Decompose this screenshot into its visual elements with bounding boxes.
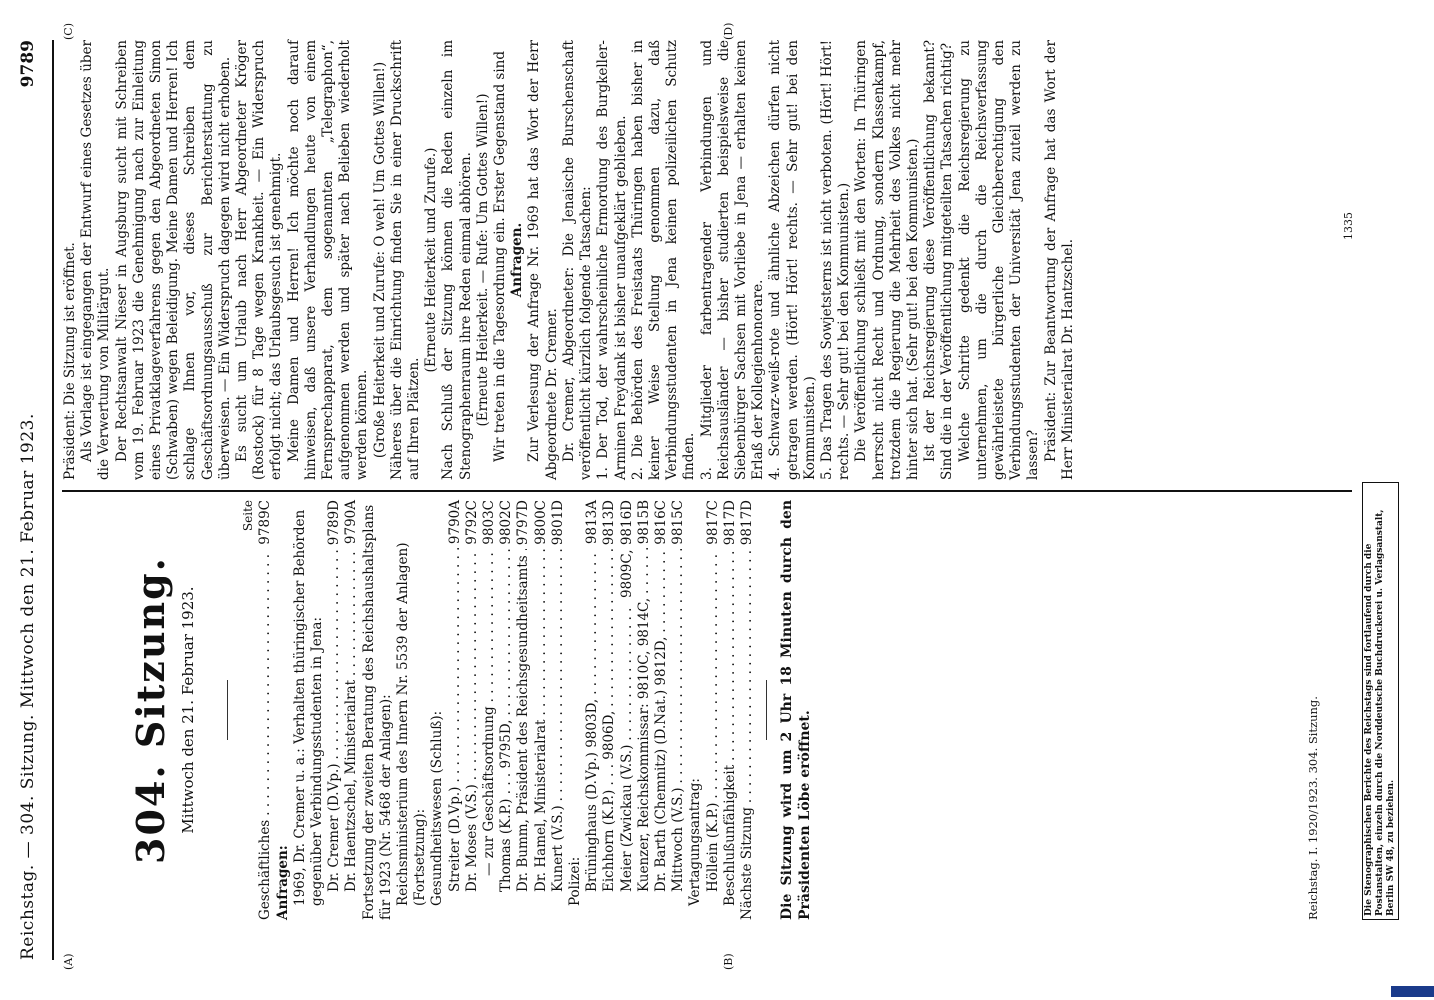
toc-leader xyxy=(601,549,618,707)
toc-entry xyxy=(670,500,687,920)
toc-entry xyxy=(343,500,360,920)
toc-entry xyxy=(429,500,446,920)
toc-entry-text: Dr. Cremer (D.Vp.) xyxy=(326,763,343,892)
session-title: 304. Sitzung. xyxy=(128,556,173,864)
toc-leader xyxy=(464,549,481,781)
opening-statement: Die Sitzung wird um 2 Uhr 18 Minuten durch den Präsidenten Löbe eröffnet. xyxy=(779,500,813,920)
toc-entry-text: Dr. Barth (Chemnitz) (D.Nat.) 9812D, xyxy=(653,636,670,892)
body-paragraph: Dr. Cremer, Abgeordneter: Die Jenaische Burschenschaft veröffentlicht kürzlich folgende Tatsachen: xyxy=(560,40,595,480)
toc-entry-text: Fortsetzung der zweiten Beratung des Reichshaushaltsplans für 1923 (Nr. 5468 der Anlagen): xyxy=(360,504,394,920)
toc-page: 9817D xyxy=(739,500,756,546)
toc-page: 9813D xyxy=(601,500,618,546)
toc-leader xyxy=(722,549,739,761)
body-paragraph: 5. Das Tragen des Sowjetsterns ist nicht verboten. (Hört! Hört! rechts. — Sehr gut! bei den Kommunisten.) xyxy=(818,40,853,480)
toc-entry-text: Dr. Haentzschel, Ministerialrat xyxy=(343,679,360,892)
session-date: Mittwoch den 21. Februar 1923. xyxy=(179,586,197,834)
toc-leader xyxy=(533,549,550,716)
toc-page: 9789D xyxy=(326,500,343,546)
toc-entry xyxy=(361,500,395,920)
toc-entry-text: Eichhorn (K.P.) . . . 9806D, xyxy=(601,710,618,892)
toc-leader xyxy=(343,548,360,676)
margin-mark-d: (D) xyxy=(722,22,735,40)
toc-page: 9817D xyxy=(721,500,738,546)
toc-entry xyxy=(481,500,498,920)
toc-entry xyxy=(533,500,550,920)
toc-entry-text: Dr. Hamel, Ministerialrat xyxy=(532,719,549,892)
left-column xyxy=(62,500,814,920)
toc-leader xyxy=(481,549,498,703)
toc-page: 9790A xyxy=(446,500,463,545)
toc-entry-text: Anfragen: xyxy=(274,845,291,920)
toc-leader xyxy=(653,549,670,633)
seite-label: Seite xyxy=(241,500,256,532)
toc-entry xyxy=(619,500,636,920)
margin-mark-c: (C) xyxy=(62,23,75,40)
toc-rule xyxy=(766,680,767,740)
toc-entry xyxy=(653,500,670,920)
toc-entry xyxy=(447,500,464,920)
body-paragraph: Welche Schritte gedenkt die Reichsregierung zu unternehmen, um die durch die Reichsverfassung gewährleistete bürgerliche Gleichberechtigung den Verbindungsstudenten der Universität Jena zuteil werden zu lassen? xyxy=(956,40,1042,480)
toc-entry xyxy=(257,500,274,920)
toc-entry-text: 1969, Dr. Cremer u. a.: Verhalten thüringischer Behörden gegenüber Verbindungsstudenten in Jena: xyxy=(291,509,326,906)
body-paragraph: Zur Verlesung der Anfrage Nr. 1969 hat das Wort der Herr Abgeordnete Dr. Cremer. xyxy=(526,40,560,480)
body-paragraph: Präsident: Die Sitzung ist eröffnet. xyxy=(62,242,78,480)
toc-entry xyxy=(601,500,618,920)
toc-leader xyxy=(447,548,464,782)
toc-entry xyxy=(275,500,292,920)
toc-entry-text: Höllein (K.P.) xyxy=(704,802,721,892)
toc-entry xyxy=(326,500,343,920)
body-paragraph: Ist der Reichsregierung diese Veröffentlichung bekannt? Sind die in der Veröffentlichung mitgeteilten Tatsachen richtig? xyxy=(922,40,956,480)
body-paragraph: 4. Schwarz-weiß-rote und ähnliche Abzeichen dürfen nicht getragen werden. (Hört! Hört! rechts. — Sehr gut! bei den Kommunisten.) xyxy=(767,40,818,480)
bottom-page-number: 1335 xyxy=(1342,212,1355,240)
toc-entry-text: Beschlußunfähigkeit xyxy=(721,764,738,906)
toc-leader xyxy=(619,602,636,741)
right-column xyxy=(62,40,1077,480)
margin-mark-a: (A) xyxy=(62,953,75,970)
toc-entry xyxy=(567,500,584,920)
toc-entry-text: — zur Geschäftsordnung xyxy=(481,706,498,876)
toc-leader xyxy=(705,549,722,799)
body-paragraph: Näheres über die Einrichtung finden Sie in einer Druckschrift auf Ihren Plätzen. xyxy=(388,40,423,480)
dfg-logo xyxy=(1391,986,1434,997)
dfg-credit xyxy=(1404,0,1434,1000)
toc-leader xyxy=(326,549,343,759)
toc-entry-text: Mittwoch (V.S.) xyxy=(670,787,687,892)
toc-page: 9801D xyxy=(549,500,566,546)
toc-page: 9797D xyxy=(515,500,532,546)
toc-page: 9817C xyxy=(704,500,721,545)
column-divider xyxy=(62,490,1352,492)
distribution-note: Die Stenographischen Berichte des Reichstags sind fortlaufend durch die Postanstalten, einzeln durch die Norddeutsche Buchdruckerei u. Verlagsanstalt, Berlin SW 48, zu beziehen. xyxy=(1362,482,1399,920)
toc-entry xyxy=(705,500,722,920)
toc-entry-text: Geschäftliches xyxy=(257,819,274,920)
toc-entry-text: Kuenzer, Reichskommissar: 9810C, 9814C, xyxy=(635,597,652,892)
toc-leader xyxy=(584,548,601,695)
toc-entry-text: Gesundheitswesen (Schluß): xyxy=(429,710,446,906)
toc-leader xyxy=(636,548,653,594)
toc-entry-text: Meier (Zwickau (V.S.) xyxy=(618,744,635,892)
toc-entry-text: Brüninghaus (D.Vp.) 9803D, xyxy=(584,698,601,892)
body-paragraph: Anfragen. xyxy=(509,222,526,298)
body-paragraph: (Große Heiterkeit und Zurufe: O weh! Um Gottes Willen!) xyxy=(371,61,388,459)
toc-entry xyxy=(687,500,704,920)
body-paragraph: Als Vorlage ist eingegangen der Entwurf eines Gesetzes über die Verwertung von Militärgut. xyxy=(79,40,113,480)
toc-page: 9792C xyxy=(463,500,480,545)
page-number: 9789 xyxy=(18,40,38,88)
title-rule xyxy=(227,680,228,740)
toc-page: 9813A xyxy=(584,500,601,545)
toc-entry xyxy=(550,500,567,920)
toc-entry xyxy=(515,500,532,920)
toc-entry xyxy=(584,500,601,920)
toc-leader xyxy=(257,549,274,816)
body-paragraph: 3. Mitglieder farbentragender Verbindungen und Reichsausländer — bisher studierten beispielsweise die Siebenbürger Sachsen mit Vorliebe in Jena — erhalten keinen Erlaß der Kollegienhonorare. xyxy=(698,40,767,480)
body-paragraph: 2. Die Behörden des Freistaats Thüringen haben bisher in keiner Weise Stellung genommen dazu, daß Verbindungsstudenten in Jena keinen polizeilichen Schutz finden. xyxy=(629,40,698,480)
table-of-contents xyxy=(257,500,756,920)
toc-entry-text: Polizei: xyxy=(567,856,584,906)
body-paragraph: (Erneute Heiterkeit. — Rufe: Um Gottes Willen!) xyxy=(474,93,491,427)
body-paragraph: Nach Schluß der Sitzung können die Reden einzeln im Stenographenraum ihre Reden einmal abhören. xyxy=(440,40,474,480)
toc-page: 9815B xyxy=(635,500,652,545)
toc-entry xyxy=(636,500,653,920)
toc-leader xyxy=(670,549,687,784)
toc-entry-text: Thomas (K.P.) . . . 9795D, xyxy=(498,719,515,892)
body-paragraph: Meine Damen und Herren! Ich möchte noch darauf hinweisen, daß unsere Verhandlungen heute von einem Fernsprechapparat, dem sogenannten „Telegraphon“, aufgenommen werden und später nach Belieben wiederholt werden können. xyxy=(285,40,371,480)
toc-page: 9803C xyxy=(481,500,498,545)
body-paragraph: (Erneute Heiterkeit und Zurufe.) xyxy=(423,147,440,373)
toc-page: 9802C xyxy=(498,500,515,545)
header-left: Reichstag. — 304. Sitzung. Mittwoch den 21. Februar 1923. xyxy=(18,413,38,960)
toc-entry-text: Vertagungsantrag: xyxy=(687,778,704,906)
toc-page: 9815C xyxy=(670,500,687,545)
toc-entry-text: Dr. Moses (V.S.) xyxy=(463,784,480,892)
toc-page: 9809C, 9816D xyxy=(618,500,635,598)
toc-entry xyxy=(395,500,429,920)
toc-leader xyxy=(739,549,756,803)
toc-entry-text: Kunert (V.S.) xyxy=(549,805,566,892)
toc-entry xyxy=(292,500,326,920)
toc-leader xyxy=(515,549,532,551)
toc-entry xyxy=(498,500,515,920)
margin-mark-b: (B) xyxy=(722,953,735,970)
running-header xyxy=(12,40,54,960)
body-paragraph: Der Rechtsanwalt Nieser in Augsburg sucht mit Schreiben vom 19. Februar 1923 die Genehmigung nach zur Einleitung eines Privatklageverfahrens gegen den Abgeordneten Simon (Schwaben) wegen Beleidigung. Meine Damen und Herren! Ich schlage Ihnen vor, dieses Schreiben dem Geschäftsordnungsausschuß zur Berichterstattung zu überweisen. — Ein Widerspruch dagegen wird nicht erhoben. xyxy=(113,40,233,480)
toc-entry-text: Reichsministerium des Innern Nr. 5539 der Anlagen) (Fortsetzung): xyxy=(395,542,429,906)
body-paragraph: Es sucht um Urlaub nach Herr Abgeordneter Kröger (Rostock) für 8 Tage wegen Krankheit. — Ein Widerspruch erfolgt nicht; das Urlaubsgesuch ist genehmigt. xyxy=(234,40,285,480)
toc-page: 9790A xyxy=(343,500,360,545)
toc-entry-text: Streiter (D.Vp.) xyxy=(446,786,463,892)
toc-page: 9789C xyxy=(257,500,274,545)
footer-reference: Reichstag. I. 1920/1923. 304. Sitzung. xyxy=(1306,696,1320,920)
body-paragraph: Präsident: Zur Beantwortung der Anfrage hat das Wort der Herr Ministerialrat Dr. Hantzschel. xyxy=(1042,40,1076,480)
toc-leader xyxy=(550,549,567,801)
toc-page: 9816C xyxy=(653,500,670,545)
body-paragraph: Die Veröffentlichung schließt mit den Worten: In Thüringen herrscht nicht Recht und Ordnung, sondern Klassenkampf, trotzdem die Regierung die Mehrheit des Volkes nicht mehr hinter sich hat. (Sehr gut! bei den Kommunisten.) xyxy=(853,40,921,480)
toc-page: 9800C xyxy=(532,500,549,545)
toc-entry-text: Nächste Sitzung xyxy=(739,807,756,920)
body-paragraph: Wir treten in die Tagesordnung ein. Erster Gegenstand sind xyxy=(492,50,509,462)
toc-entry xyxy=(464,500,481,920)
toc-leader xyxy=(498,549,515,716)
toc-entry-text: Dr. Bumm, Präsident des Reichsgesundheitsamts xyxy=(515,555,532,892)
toc-entry xyxy=(739,500,756,920)
body-paragraph: 1. Der Tod, der wahrscheinliche Ermordung des Burgkeller-Arminen Freydank ist bisher unaufgeklärt geblieben. xyxy=(595,40,629,480)
toc-entry xyxy=(722,500,739,920)
